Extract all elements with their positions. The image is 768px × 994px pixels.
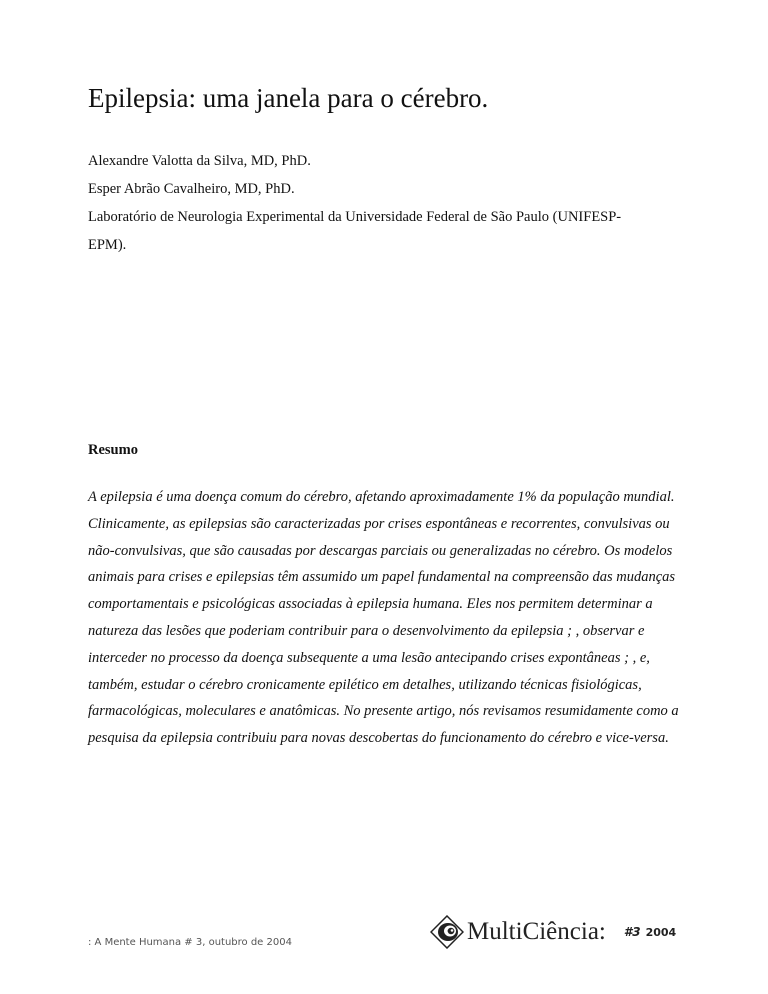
issue-year: 2004	[645, 925, 677, 939]
abstract-body	[88, 484, 688, 752]
issue-number: #3	[623, 925, 641, 939]
author-name: Esper Abrão Cavalheiro, MD, PhD.	[88, 181, 295, 197]
author-block	[88, 147, 648, 259]
author-affiliation: Laboratório de Neurologia Experimental da Universidade Federal de São Paulo (UNIFESP-EPM).	[88, 209, 622, 253]
article-title: Epilepsia: uma janela para o cérebro.	[88, 83, 489, 113]
abstract-text: A epilepsia é uma doença comum do cérebro, afetando aproximadamente 1% da população mundial. Clinicamente, as epilepsias são caracterizadas por crises espontâneas e recorrentes, convulsivas ou não-convulsivas, que são causadas por descargas parciais ou generalizadas no cérebro. Os modelos animais para crises e epilepsias têm assumido um papel fundamental na compreensão das mudanças comportamentais e psicológicas associadas à epilepsia humana. Eles nos permitem determinar a natureza das lesões que poderiam contribuir para o desenvolvimento da epilepsia ; , observar e interceder no processo da doença subsequente a uma lesão antecipando crises expontâneas ; , e, também, estudar o cérebro cronicamente epilético em detalhes, utilizando técnicas fisiológicas, farmacológicas, moleculares e anatômicas. No presente artigo, nós revisamos resumidamente como a pesquisa da epilepsia contribuiu para novas descobertas do funcionamento do cérebro e vice-versa.	[88, 489, 679, 747]
abstract-heading: Resumo	[88, 442, 138, 458]
author-name: Alexandre Valotta da Silva, MD, PhD.	[88, 153, 311, 169]
multiciencia-brand	[430, 914, 676, 950]
brand-name: MultiCiência:	[467, 918, 606, 945]
multiciencia-logo-icon	[430, 915, 464, 949]
footer-source: : A Mente Humana # 3, outubro de 2004	[88, 937, 292, 948]
